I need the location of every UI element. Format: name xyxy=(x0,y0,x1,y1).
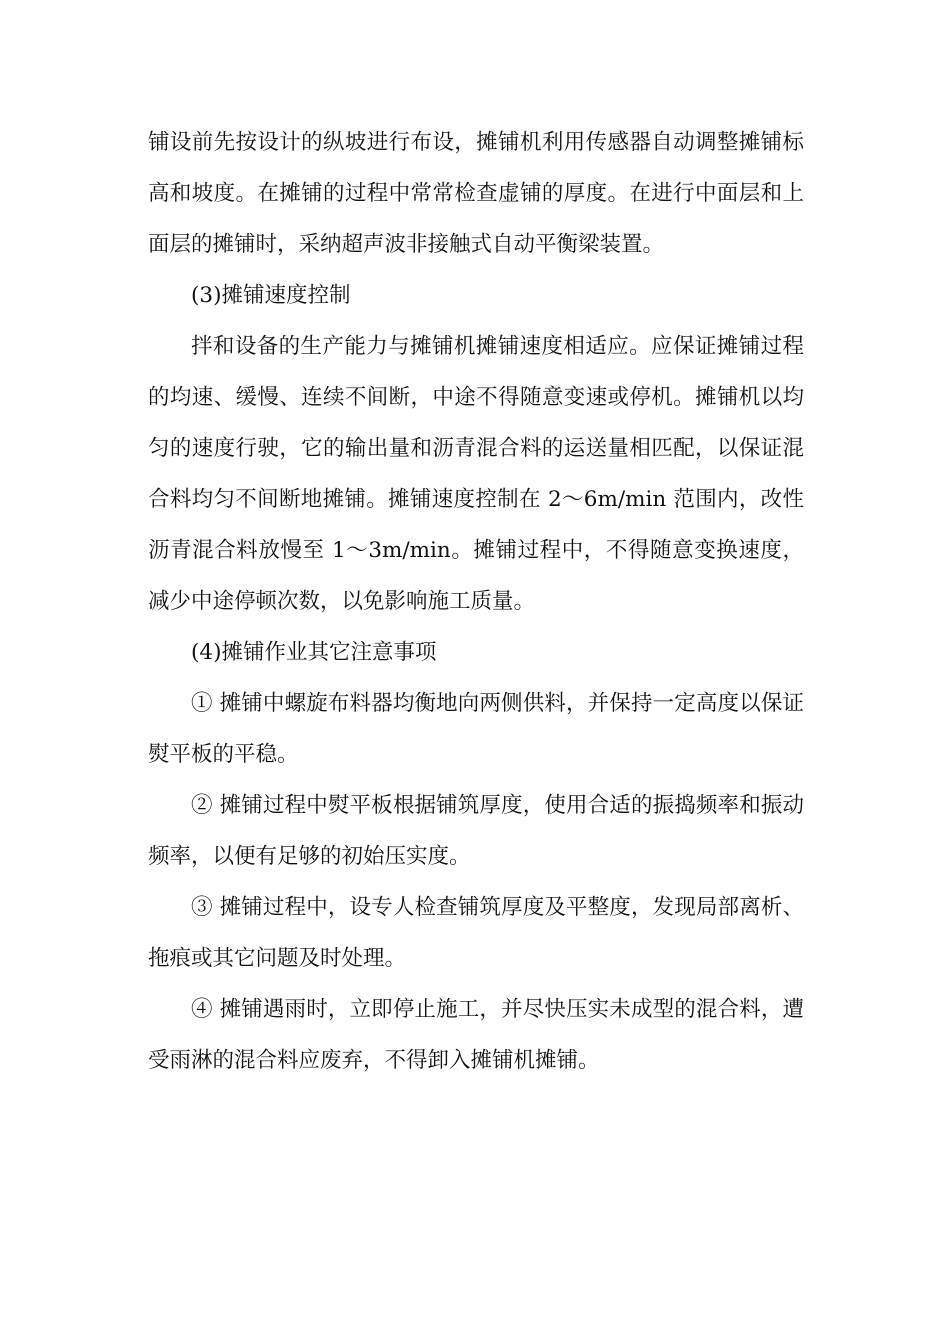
paragraph-continuation: 铺设前先按设计的纵坡进行布设，摊铺机利用传感器自动调整摊铺标高和坡度。在摊铺的过程中常常检查虚铺的厚度。在进行中面层和上面层的摊铺时，采纳超声波非接触式自动平衡梁装置。 xyxy=(148,130,804,257)
section-heading-paving-speed: (3)摊铺速度控制 xyxy=(191,283,351,308)
list-item-4: ④ 摊铺遇雨时，立即停止施工，并尽快压实未成型的混合料，遭受雨淋的混合料应废弃，不得卸入摊铺机摊铺。 xyxy=(148,997,804,1073)
list-item-1: ① 摊铺中螺旋布料器均衡地向两侧供料，并保持一定高度以保证熨平板的平稳。 xyxy=(148,691,804,767)
list-item-2: ② 摊铺过程中熨平板根据铺筑厚度，使用合适的振捣频率和振动频率，以便有足够的初始压实度。 xyxy=(148,793,804,869)
paragraph-paving-speed: 拌和设备的生产能力与摊铺机摊铺速度相适应。应保证摊铺过程的均速、缓慢、连续不间断，中途不得随意变速或停机。摊铺机以均匀的速度行驶，它的输出量和沥青混合料的运送量相匹配，以保证混合料均匀不间断地摊铺。摊铺速度控制在 2～6m/min 范围内，改性沥青混合料放慢至 1～3m/min。摊铺过程中，不得随意变换速度，减少中途停顿次数，以免影响施工质量。 xyxy=(148,334,804,614)
section-heading-other-notes: (4)摊铺作业其它注意事项 xyxy=(191,640,437,665)
document-body xyxy=(148,117,804,1086)
list-item-3: ③ 摊铺过程中，设专人检查铺筑厚度及平整度，发现局部离析、拖痕或其它问题及时处理。 xyxy=(148,895,804,971)
